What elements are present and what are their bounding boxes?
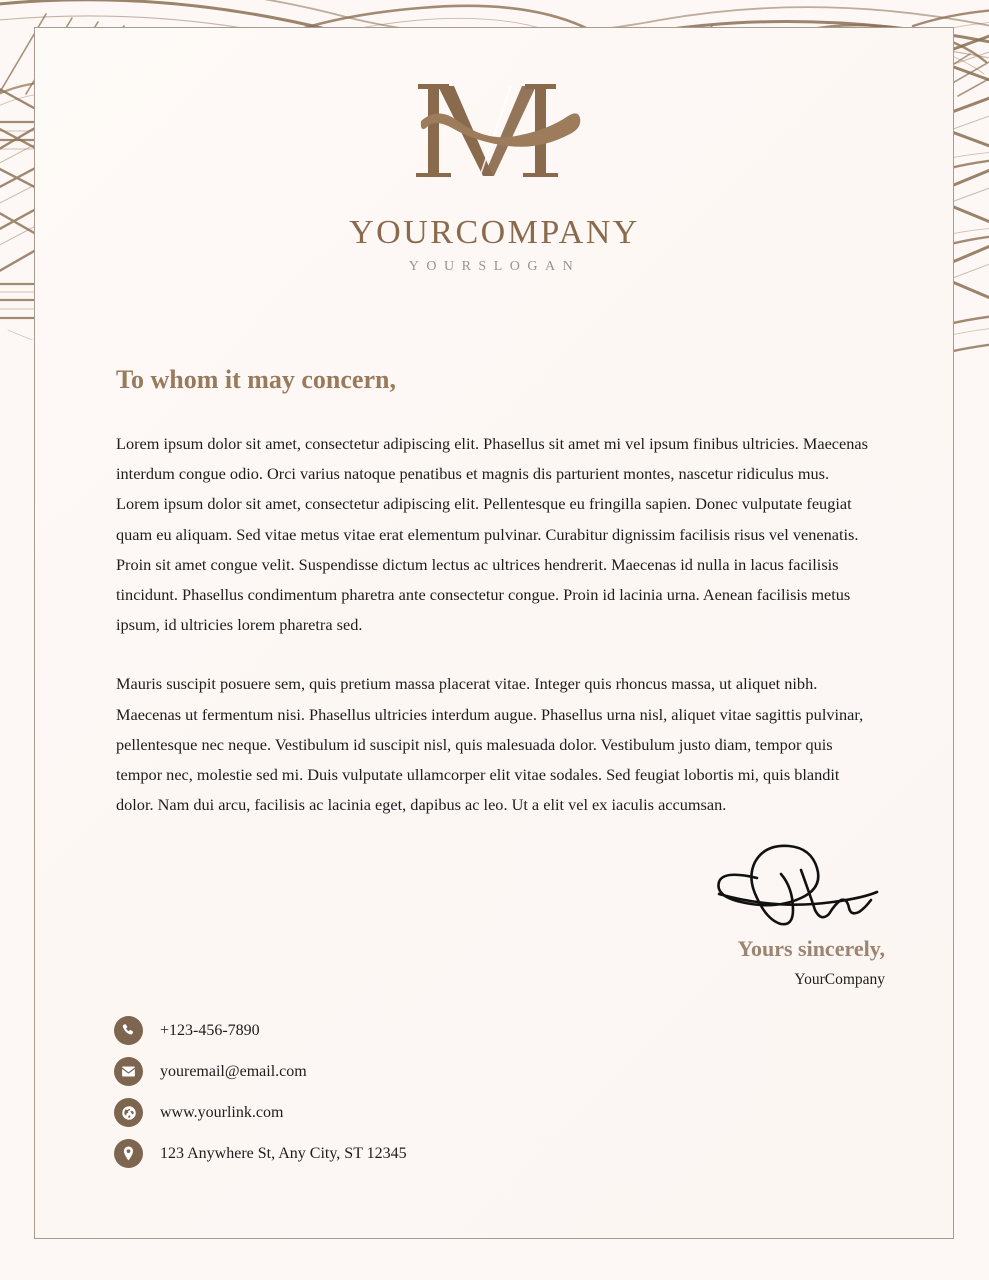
contact-website-value: www.yourlink.com	[160, 1103, 284, 1121]
signature-closing: Yours sincerely,	[737, 936, 885, 961]
contact-phone-value: +123-456-7890	[160, 1021, 260, 1039]
paragraph-2: Mauris suscipit posuere sem, quis pretium massa placerat vitae. Integer quis rhoncus massa, ut aliquet nibh. Maecenas ut fermentum nisi. Phasellus ultricies interdum augue. Phasellus urna nisl, aliquet vitae sagittis pulvinar, pellentesque nec neque. Vestibulum id suscipit nisl, quis malesuada dolor. Vestibulum justo diam, tempor quis tempor nec, molestie sed mi. Duis vulputate ullamcorper elit vitae sodales. Sed feugiat lobortis mi, quis blandit dolor. Nam dui arcu, facilisis ac lacinia eget, dapibus ac leo. Ut a elit vel ex iaculis accumsan.	[116, 674, 864, 815]
company-slogan: YOURSLOGAN	[408, 259, 581, 274]
phone-icon	[114, 1016, 143, 1045]
letterhead-header	[0, 72, 989, 275]
signature-signer: YourCompany	[794, 971, 885, 988]
signature-block	[585, 840, 885, 989]
website-icon	[114, 1098, 143, 1127]
company-name: YOURCOMPANY	[349, 214, 640, 251]
contact-email-value: youremail@email.com	[160, 1062, 307, 1080]
monogram-m-icon	[400, 72, 590, 202]
contact-row-phone[interactable]	[114, 1010, 407, 1051]
salutation: To whom it may concern,	[116, 365, 396, 394]
email-icon	[114, 1057, 143, 1086]
contact-row-address[interactable]	[114, 1133, 407, 1174]
contact-row-website[interactable]	[114, 1092, 407, 1133]
contact-list	[114, 1010, 407, 1174]
contact-address-value: 123 Anywhere St, Any City, ST 12345	[160, 1144, 407, 1162]
location-icon	[114, 1139, 143, 1168]
letter-body	[116, 365, 876, 849]
contact-row-email[interactable]	[114, 1051, 407, 1092]
handwritten-signature-icon	[705, 840, 885, 932]
paragraph-1: Lorem ipsum dolor sit amet, consectetur adipiscing elit. Phasellus sit amet mi vel ipsum finibus ultricies. Maecenas interdum congue odio. Orci varius natoque penatibus et magnis dis parturient montes, nascetur ridiculus mus. Lorem ipsum dolor sit amet, consectetur adipiscing elit. Pellentesque eu fringilla sapien. Donec vulputate feugiat quam eu aliquam. Sed vitae metus vitae erat elementum pulvinar. Curabitur dignissim facilisis risus vel venenatis. Proin sit amet congue velit. Suspendisse dictum lectus ac ultrices hendrerit. Maecenas id nulla in lacus facilisis tincidunt. Phasellus condimentum pharetra ante consectetur congue. Proin id lacinia urna. Aenean facilisis metus ipsum, id ultricies lorem pharetra sed.	[116, 434, 868, 635]
